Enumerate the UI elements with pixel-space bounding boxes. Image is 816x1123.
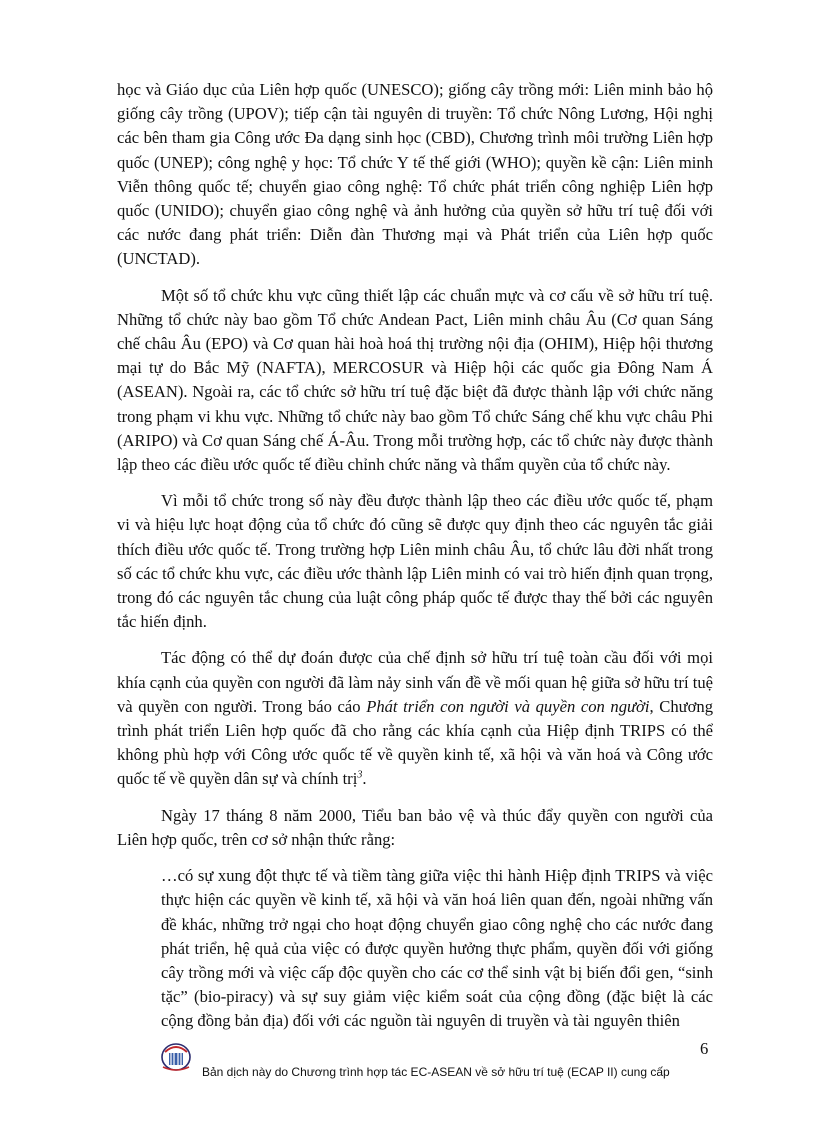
ecap-logo-icon — [160, 1040, 192, 1072]
block-quote: …có sự xung đột thực tế và tiềm tàng giữa việc thi hành Hiệp định TRIPS và việc thực hiện các quyền về kinh tế, xã hội và văn hoá liên quan đến, ngoài những vấn đề khác, những trở ngại cho hoạt động chuyển giao công nghệ cho các nước đang phát triển, hệ quả của việc có được quyền hưởng thực phẩm, quyền đối với giống cây trồng mới và việc cấp độc quyền cho các cơ thể sinh vật bị biến đổi gen, “sinh tặc” (bio-piracy) và sự suy giảm việc kiểm soát của cộng đồng (đặc biệt là các cộng đồng bản địa) đối với các nguồn tài nguyên di truyền và tài nguyên thiên — [161, 866, 713, 1031]
footer — [160, 1040, 680, 1088]
paragraph-2: Một số tổ chức khu vực cũng thiết lập các chuẩn mực và cơ cấu về sở hữu trí tuệ. Những tổ chức này bao gồm Tổ chức Andean Pact, Liên minh châu Âu (Cơ quan Sáng chế châu Âu (EPO) và Cơ quan hài hoà hoá thị trường nội địa (OHIM), Hiệp hội thương mại tự do Bắc Mỹ (NAFTA), MERCOSUR và Hiệp hội các quốc gia Đông Nam Á (ASEAN). Ngoài ra, các tổ chức sở hữu trí tuệ đặc biệt đã được thành lập với chức năng trong phạm vi khu vực. Những tổ chức này bao gồm Tổ chức Sáng chế khu vực châu Phi (ARIPO) và Cơ quan Sáng chế Á-Âu. Trong mỗi trường hợp, các tổ chức này được thành lập theo các điều ước quốc tế điều chỉnh chức năng và thẩm quyền của tổ chức này. — [117, 285, 713, 475]
paragraph-4-text-end: . — [362, 769, 367, 789]
body-text — [117, 78, 713, 1034]
paragraph-4 — [117, 646, 713, 791]
report-title: Phát triển con người và quyền con người — [366, 696, 650, 716]
footnote-ref[interactable]: 3 — [357, 769, 363, 781]
footer-text: Bản dịch này do Chương trình hợp tác EC-ASEAN về sở hữu trí tuệ (ECAP II) cung cấp — [202, 1065, 670, 1079]
paragraph-3: Vì mỗi tổ chức trong số này đều được thành lập theo các điều ước quốc tế, phạm vi và hiệu lực hoạt động của tổ chức đó cũng sẽ được quy định theo các nguyên tắc giải thích điều ước quốc tế. Trong trường hợp Liên minh châu Âu, tổ chức lâu đời nhất trong số các tổ chức khu vực, các điều ước thành lập Liên minh có vai trò hiến định quan trọng, trong đó các nguyên tắc chung của luật công pháp quốc tế được thay thế bởi các nguyên tắc hiến định. — [117, 491, 713, 632]
paragraph-4-text-after: , Chương trình phát triển Liên hợp quốc đã cho rằng các khía cạnh của Hiệp định TRIPS có thể không phù hợp với Công ước quốc tế về quyền kinh tế, xã hội và văn hoá và Công ước quốc tế về quyền dân sự và chính trị — [117, 696, 713, 789]
paragraph-5: Ngày 17 tháng 8 năm 2000, Tiểu ban bảo vệ và thúc đẩy quyền con người của Liên hợp quốc, trên cơ sở nhận thức rằng: — [117, 805, 713, 849]
page-number: 6 — [700, 1039, 709, 1058]
paragraph-4-text-before: Tác động có thể dự đoán được của chế định sở hữu trí tuệ toàn cầu đối với mọi khía cạnh của quyền con người đã làm nảy sinh vấn đề về mối quan hệ giữa sở hữu trí tuệ và quyền con người. Trong báo cáo — [117, 648, 713, 716]
paragraph-1: học và Giáo dục của Liên hợp quốc (UNESCO); giống cây trồng mới: Liên minh bảo hộ giống cây trồng (UPOV); tiếp cận tài nguyên di truyền: Tổ chức Nông Lương, Hội nghị các bên tham gia Công ước Đa dạng sinh học (CBD), Chương trình môi trường Liên hợp quốc (UNEP); công nghệ y học: Tổ chức Y tế thế giới (WHO); quyền kề cận: Liên minh Viễn thông quốc tế; chuyển giao công nghệ: Tổ chức phát triển công nghiệp Liên hợp quốc (UNIDO); chuyển giao công nghệ và ảnh hưởng của quyền sở hữu trí tuệ đối với các nước đang phát triển: Diễn đàn Thương mại và Phát triển của Liên hợp quốc (UNCTAD). — [117, 80, 713, 269]
